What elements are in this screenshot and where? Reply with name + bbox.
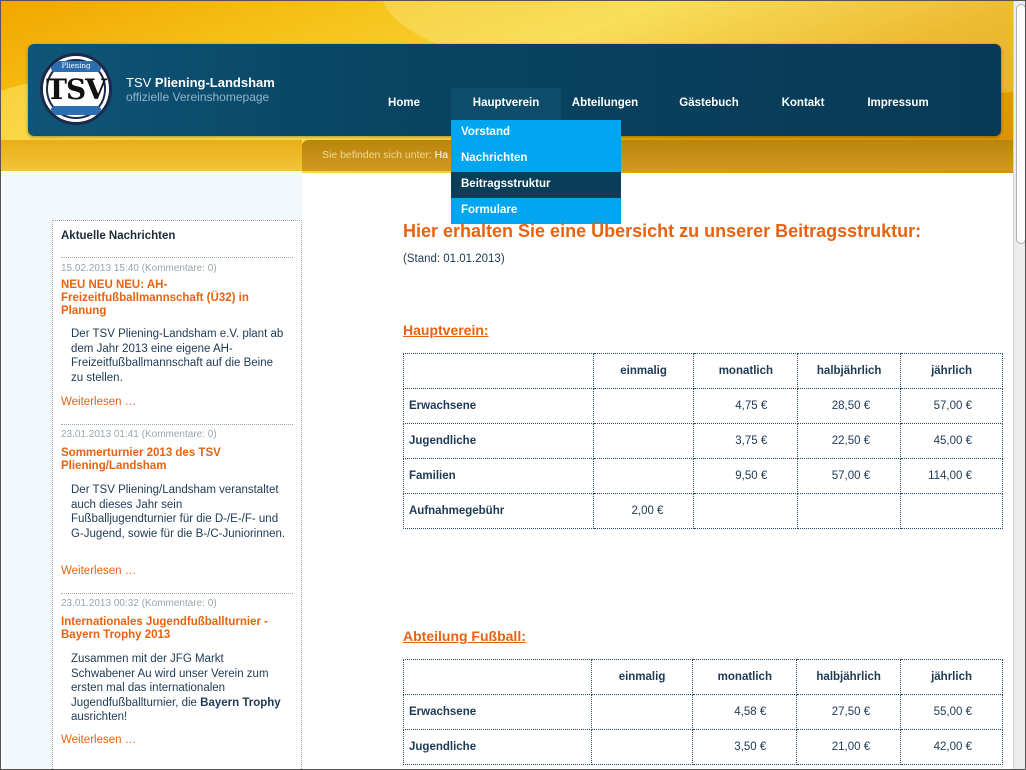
row-label: Erwachsene [404, 695, 592, 730]
news-heading: Aktuelle Nachrichten [61, 230, 176, 242]
news-more-link[interactable]: Weiterlesen … [61, 565, 137, 577]
row-label: Familien [404, 459, 594, 494]
cell [593, 459, 694, 494]
column-header: einmalig [591, 660, 693, 695]
cell [593, 424, 694, 459]
cell: 45,00 € [901, 424, 1003, 459]
cell: 22,50 € [798, 424, 901, 459]
club-logo[interactable] [40, 53, 112, 125]
cell: 21,00 € [797, 730, 901, 765]
news-title[interactable]: NEU NEU NEU: AH-Freizeitfußballmannschaft (Ü32) in Planung [61, 279, 249, 317]
cell: 42,00 € [901, 730, 1003, 765]
table-row [404, 424, 1003, 459]
cell: 4,58 € [693, 695, 797, 730]
stand-date: (Stand: 01.01.2013) [403, 253, 505, 265]
news-more-link[interactable]: Weiterlesen … [61, 734, 137, 746]
row-label: Aufnahmegebühr [404, 494, 594, 529]
row-label: Jugendliche [404, 730, 592, 765]
cell: 27,50 € [797, 695, 901, 730]
cell [593, 389, 694, 424]
news-divider [61, 593, 293, 594]
news-box [52, 220, 302, 770]
column-header: halbjährlich [797, 660, 901, 695]
news-text: Der TSV Pliening-Landsham e.V. plant ab dem Jahr 2013 eine eigene AH-Freizeitfußballmannschaft auf die Beine zu stellen. [71, 328, 284, 384]
site-subtitle: offizielle Vereinshomepage [126, 90, 270, 104]
logo-band-text: Pliening [61, 62, 91, 70]
news-meta: 15.02.2013 15:40 (Kommentare: 0) [61, 263, 217, 274]
nav-gaestebuch[interactable]: Gästebuch [679, 97, 739, 109]
cell [591, 695, 693, 730]
dropdown-item-vorstand[interactable]: Vorstand [451, 120, 621, 146]
cell: 114,00 € [901, 459, 1003, 494]
breadcrumb: Sie befinden sich unter: Ha [322, 149, 449, 161]
column-header: monatlich [693, 660, 797, 695]
cell [694, 494, 798, 529]
cell [591, 730, 693, 765]
page-title: Hier erhalten Sie eine Übersicht zu unserer Beitragsstruktur: [403, 221, 922, 241]
table-row [404, 730, 1003, 765]
vertical-scrollbar[interactable] [1013, 1, 1026, 770]
table-row [404, 389, 1003, 424]
cell: 4,75 € [694, 389, 798, 424]
cell: 28,50 € [798, 389, 901, 424]
logo-letters: TSV [46, 73, 106, 106]
table-header-row [404, 354, 1003, 389]
news-title[interactable]: Internationales Jugendfußballturnier - Bayern Trophy 2013 [61, 616, 269, 641]
nav-hauptverein[interactable]: Hauptverein [451, 88, 561, 136]
table-row [404, 695, 1003, 730]
cell: 55,00 € [901, 695, 1003, 730]
cell: 3,75 € [694, 424, 798, 459]
dropdown-item-nachrichten[interactable]: Nachrichten [451, 146, 621, 172]
column-header: jährlich [901, 354, 1003, 389]
nav-kontakt[interactable]: Kontakt [781, 97, 825, 109]
cell [901, 494, 1003, 529]
left-band [1, 140, 302, 171]
row-label: Jugendliche [404, 424, 594, 459]
news-meta: 23.01.2013 01:41 (Kommentare: 0) [61, 429, 217, 440]
breadcrumb-bar [302, 140, 1013, 171]
table-row [404, 494, 1003, 529]
cell: 57,00 € [798, 459, 901, 494]
news-divider [61, 257, 293, 258]
section-title-fussball: Abteilung Fußball: [403, 628, 526, 644]
cell: 2,00 € [593, 494, 694, 529]
site-title[interactable]: TSV Pliening-Landsham [126, 75, 275, 90]
scrollbar-thumb[interactable] [1016, 4, 1026, 244]
nav-abteilungen[interactable]: Abteilungen [571, 97, 639, 109]
column-header: jährlich [901, 660, 1003, 695]
column-header: halbjährlich [798, 354, 901, 389]
hauptverein-dropdown [451, 120, 621, 224]
column-header: monatlich [694, 354, 798, 389]
table-header-row [404, 660, 1003, 695]
breadcrumb-link[interactable]: Ha [434, 149, 449, 161]
news-more-link[interactable]: Weiterlesen … [61, 396, 137, 408]
news-meta: 23.01.2013 00:32 (Kommentare: 0) [61, 598, 217, 609]
dropdown-item-formulare[interactable]: Formulare [451, 198, 621, 224]
fee-table-hauptverein [403, 353, 1003, 529]
column-header: einmalig [593, 354, 694, 389]
news-title[interactable]: Sommerturnier 2013 des TSV Pliening/Landsham [61, 447, 221, 472]
cell: 57,00 € [901, 389, 1003, 424]
news-text: Der TSV Pliening/Landsham veranstaltet auch dieses Jahr sein Fußballjugendturnier für die D-/E-/F- und G-Jugend, sowie für die B-/C-Juniorinnen. [71, 484, 286, 540]
fee-table-fussball [403, 659, 1003, 765]
dropdown-item-beitragsstruktur[interactable]: Beitragsstruktur [451, 172, 621, 198]
news-divider [61, 424, 293, 425]
nav-home[interactable]: Home [388, 97, 420, 109]
table-row [404, 459, 1003, 494]
news-text: Zusammen mit der JFG Markt Schwabener Au wird unser Verein zum ersten mal das internationalen Jugendfußballturnier, die Bayern Trophy ausrichten! [71, 653, 281, 723]
section-title-hauptverein: Hauptverein: [403, 322, 489, 338]
nav-impressum[interactable]: Impressum [867, 97, 929, 109]
cell: 3,50 € [693, 730, 797, 765]
cell [798, 494, 901, 529]
cell: 9,50 € [694, 459, 798, 494]
row-label: Erwachsene [404, 389, 594, 424]
